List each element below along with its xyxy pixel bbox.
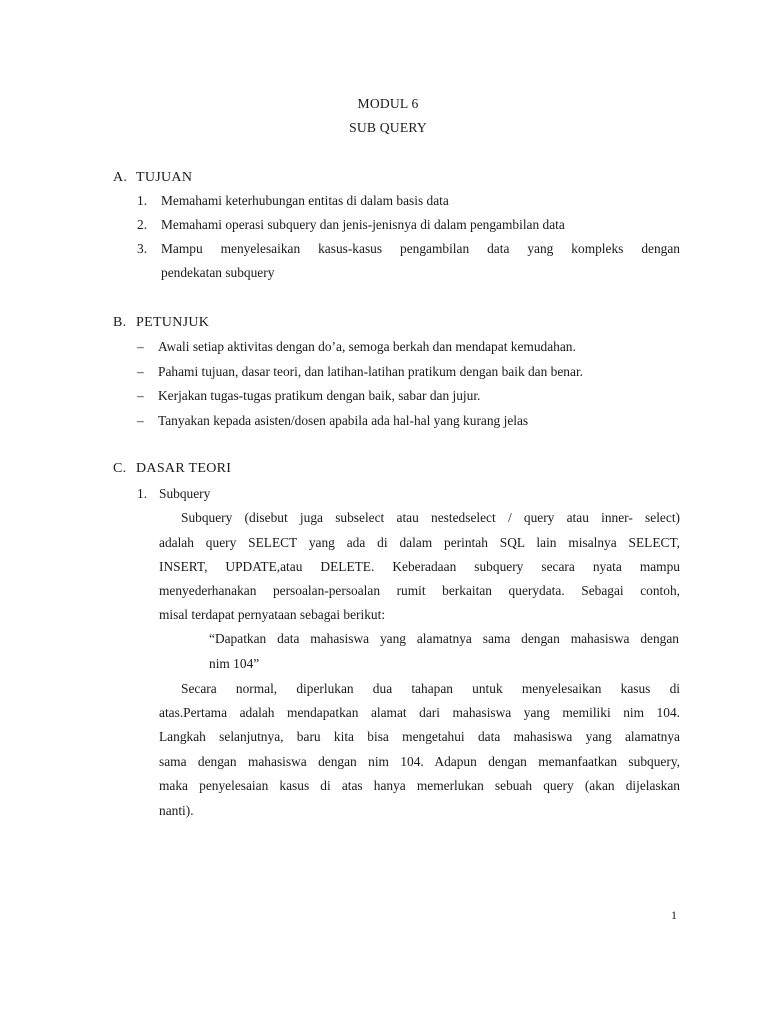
paragraph-line: Langkah selanjutnya, baru kita bisa mengetahui data mahasiswa yang alamatnya (159, 729, 680, 744)
paragraph-line: menyederhanakan persoalan-persoalan rumit berkaitan querydata. Sebagai contoh, (159, 583, 680, 598)
subsection-heading (137, 486, 680, 502)
module-title: MODUL 6 (357, 96, 419, 111)
bullet-item (137, 388, 680, 404)
paragraph-line: misal terdapat pernyataan sebagai berikut: (159, 607, 386, 622)
list-text: Memahami operasi subquery dan jenis-jenisnya di dalam pengambilan data (161, 217, 565, 232)
bullet-dash: – (137, 413, 144, 428)
page-number: 1 (671, 908, 677, 922)
list-number: 1. (137, 193, 148, 208)
section-a-title: TUJUAN (136, 170, 193, 185)
section-c-title: DASAR TEORI (136, 461, 232, 476)
paragraph-line: Subquery (disebut juga subselect atau nestedselect / query atau inner- select) (181, 510, 680, 525)
list-item (137, 193, 680, 209)
list-text: Memahami keterhubungan entitas di dalam basis data (161, 193, 449, 208)
list-item (137, 217, 680, 233)
bullet-dash: – (137, 339, 144, 354)
bullet-dash: – (137, 364, 144, 379)
subsection-title: Subquery (159, 486, 211, 501)
list-number: 3. (137, 241, 148, 256)
section-c-heading (113, 461, 231, 477)
module-subtitle: SUB QUERY (349, 120, 427, 135)
bullet-item (137, 413, 680, 429)
paragraph-line: sama dengan mahasiswa dengan nim 104. Adapun dengan memanfaatkan subquery, (159, 754, 680, 769)
section-b-letter: B. (113, 315, 127, 330)
section-b-heading (113, 315, 209, 331)
subsection-number: 1. (137, 486, 148, 501)
bullet-text: Kerjakan tugas-tugas pratikum dengan baik, sabar dan jujur. (158, 388, 481, 403)
bullet-text: Awali setiap aktivitas dengan do’a, semoga berkah dan mendapat kemudahan. (158, 339, 576, 354)
list-number: 2. (137, 217, 148, 232)
paragraph-line: INSERT, UPDATE,atau DELETE. Keberadaan subquery secara nyata mampu (159, 559, 680, 574)
bullet-text: Tanyakan kepada asisten/dosen apabila ada hal-hal yang kurang jelas (158, 413, 529, 428)
bullet-dash: – (137, 388, 144, 403)
paragraph-line: nanti). (159, 803, 194, 818)
list-item (137, 241, 680, 257)
paragraph-line: Secara normal, diperlukan dua tahapan untuk menyelesaikan kasus di (181, 681, 680, 696)
quote-line: nim 104” (209, 656, 260, 671)
bullet-item (137, 364, 680, 380)
paragraph-line: maka penyelesaian kasus di atas hanya memerlukan sebuah query (akan dijelaskan (159, 778, 680, 793)
section-c-letter: C. (113, 461, 127, 476)
paragraph-line: adalah query SELECT yang ada di dalam perintah SQL lain misalnya SELECT, (159, 535, 680, 550)
section-a-heading (113, 170, 192, 186)
list-text-line: Mampu menyelesaikan kasus-kasus pengambilan data yang kompleks dengan (161, 241, 680, 256)
paragraph-line: atas.Pertama adalah mendapatkan alamat dari mahasiswa yang memiliki nim 104. (159, 705, 680, 720)
section-a-letter: A. (113, 170, 128, 185)
bullet-item (137, 339, 680, 355)
quote-line: “Dapatkan data mahasiswa yang alamatnya sama dengan mahasiswa dengan (209, 631, 679, 646)
list-text-continuation: pendekatan subquery (161, 265, 275, 280)
section-b-title: PETUNJUK (136, 315, 210, 330)
bullet-text: Pahami tujuan, dasar teori, dan latihan-latihan pratikum dengan baik dan benar. (158, 364, 584, 379)
